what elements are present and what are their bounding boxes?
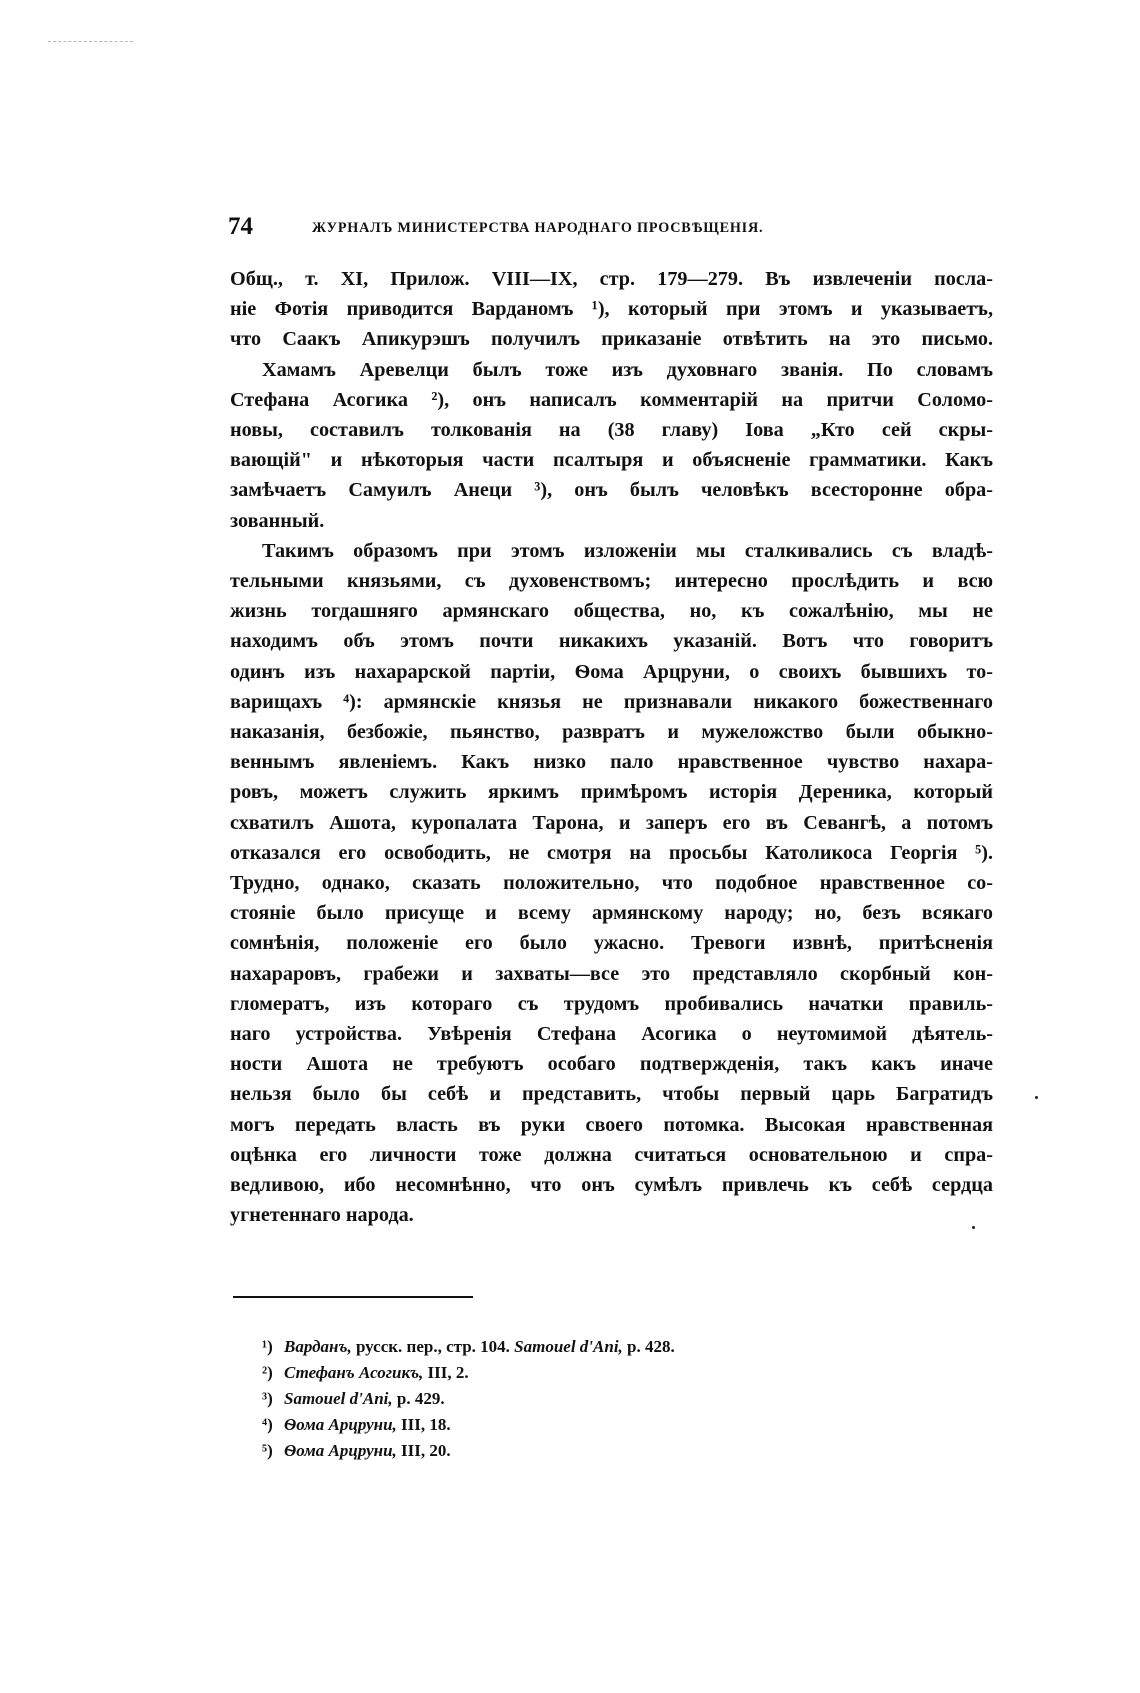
text-line: что Саакъ Апикурэшъ получилъ приказаніе отвѣтить на это письмо. xyxy=(230,328,993,350)
page-header xyxy=(228,212,998,242)
footnote-text: русск. пер., стр. 104. xyxy=(351,1337,515,1356)
text-line: вающій" и нѣкоторыя части псалтыря и объясненіе грамматики. Какъ xyxy=(230,449,993,471)
footnote-text: III, 18. xyxy=(396,1415,451,1434)
footnote xyxy=(262,1334,675,1360)
text-line: веннымъ явленіемъ. Какъ низко пало нравственное чувство нахара- xyxy=(230,751,993,773)
footnote xyxy=(262,1386,445,1412)
footnote-marker: ⁴) xyxy=(262,1415,273,1434)
text-line: замѣчаетъ Самуилъ Анеци ³), онъ былъ человѣкъ всесторонне обра- xyxy=(230,479,993,501)
footnote-separator xyxy=(233,1296,473,1298)
text-line: сомнѣнія, положеніе его было ужасно. Тревоги извнѣ, притѣсненія xyxy=(230,932,993,954)
text-line: жизнь тогдашняго армянскаго общества, но, къ сожалѣнію, мы не xyxy=(230,600,993,622)
footnote-author: Варданъ, xyxy=(284,1337,352,1356)
text-line: Такимъ образомъ при этомъ изложеніи мы сталкивались съ владѣ- xyxy=(262,540,993,562)
text-line: схватилъ Ашота, куропалата Тарона, и заперъ его въ Севангѣ, а потомъ xyxy=(230,812,993,834)
text-line: новы, составилъ толкованія на (38 главу) Іова „Кто сей скры- xyxy=(230,419,993,441)
footnote-marker: ⁵) xyxy=(262,1441,273,1460)
text-line: ровъ, можетъ служить яркимъ примѣромъ исторія Дереника, который xyxy=(230,781,993,803)
text-line: варищахъ ⁴): армянскіе князья не признавали никакого божественнаго xyxy=(230,691,993,713)
stray-dot xyxy=(1035,1096,1038,1099)
text-line: гломератъ, изъ котораго съ трудомъ пробивались начатки правиль- xyxy=(230,993,993,1015)
text-line: нельзя было бы себѣ и представить, чтобы первый царь Багратидъ xyxy=(230,1083,993,1105)
footnote-author: Ѳома Арцруни, xyxy=(284,1441,397,1460)
footnote-source: Samouel d'Ani, xyxy=(514,1337,623,1356)
text-line: отказался его освободить, не смотря на просьбы Католикоса Георгія ⁵). xyxy=(230,842,993,864)
text-line: Трудно, однако, сказать положительно, что подобное нравственное со- xyxy=(230,872,993,894)
running-head: ЖУРНАЛЪ МИНИСТЕРСТВА НАРОДНАГО ПРОСВѢЩЕНІЯ. xyxy=(312,220,764,236)
footnote-marker: ²) xyxy=(262,1363,273,1382)
text-line: ніе Фотія приводится Варданомъ ¹), который при этомъ и указываетъ, xyxy=(230,298,993,320)
footnote-text: p. 429. xyxy=(392,1389,445,1408)
footnote-marker: ¹) xyxy=(262,1337,273,1356)
text-line: находимъ объ этомъ почти никакихъ указаній. Вотъ что говоритъ xyxy=(230,630,993,652)
footnote xyxy=(262,1360,469,1386)
footnote-marker: ³) xyxy=(262,1389,273,1408)
footnote-author: Samouel d'Ani, xyxy=(284,1389,393,1408)
text-line: тельными князьями, съ духовенствомъ; интересно прослѣдить и всю xyxy=(230,570,993,592)
page-number: 74 xyxy=(228,213,253,240)
text-line: нахараровъ, грабежи и захваты—все это представляло скорбный кон- xyxy=(230,963,993,985)
footnote-author: Стефанъ Асогикъ, xyxy=(284,1363,424,1382)
text-line: ведливою, ибо несомнѣнно, что онъ сумѣлъ привлечь къ себѣ сердца xyxy=(230,1174,993,1196)
text-line: оцѣнка его личности тоже должна считаться основательною и спра- xyxy=(230,1144,993,1166)
footnote-text: III, 20. xyxy=(396,1441,451,1460)
footnote-text: III, 2. xyxy=(423,1363,469,1382)
text-line: могъ передать власть въ руки своего потомка. Высокая нравственная xyxy=(230,1114,993,1136)
scan-edge-mark xyxy=(48,41,133,42)
footnote-author: Ѳома Арцруни, xyxy=(284,1415,397,1434)
text-line: одинъ изъ нахарарской партіи, Ѳома Арцруни, о своихъ бывшихъ то- xyxy=(230,661,993,683)
body-text xyxy=(230,263,993,1226)
text-line: зованный. xyxy=(230,510,325,532)
text-line: Стефана Асогика ²), онъ написалъ комментарій на притчи Соломо- xyxy=(230,389,993,411)
footnote xyxy=(262,1412,451,1438)
text-line: Общ., т. XI, Прилож. VIII—IX, стр. 179—279. Въ извлеченіи посла- xyxy=(230,268,993,290)
text-line: угнетеннаго народа. xyxy=(230,1204,414,1226)
text-line: наказанія, безбожіе, пьянство, развратъ и мужеложство были обыкно- xyxy=(230,721,993,743)
footnote-text: p. 428. xyxy=(622,1337,675,1356)
text-line: наго устройства. Увѣренія Стефана Асогика о неутомимой дѣятель- xyxy=(230,1023,993,1045)
text-line: стояніе было присуще и всему армянскому народу; но, безъ всякаго xyxy=(230,902,993,924)
text-line: ности Ашота не требуютъ особаго подтвержденія, такъ какъ иначе xyxy=(230,1053,993,1075)
text-line: Хамамъ Аревелци былъ тоже изъ духовнаго званія. По словамъ xyxy=(262,359,993,381)
footnote xyxy=(262,1438,451,1464)
